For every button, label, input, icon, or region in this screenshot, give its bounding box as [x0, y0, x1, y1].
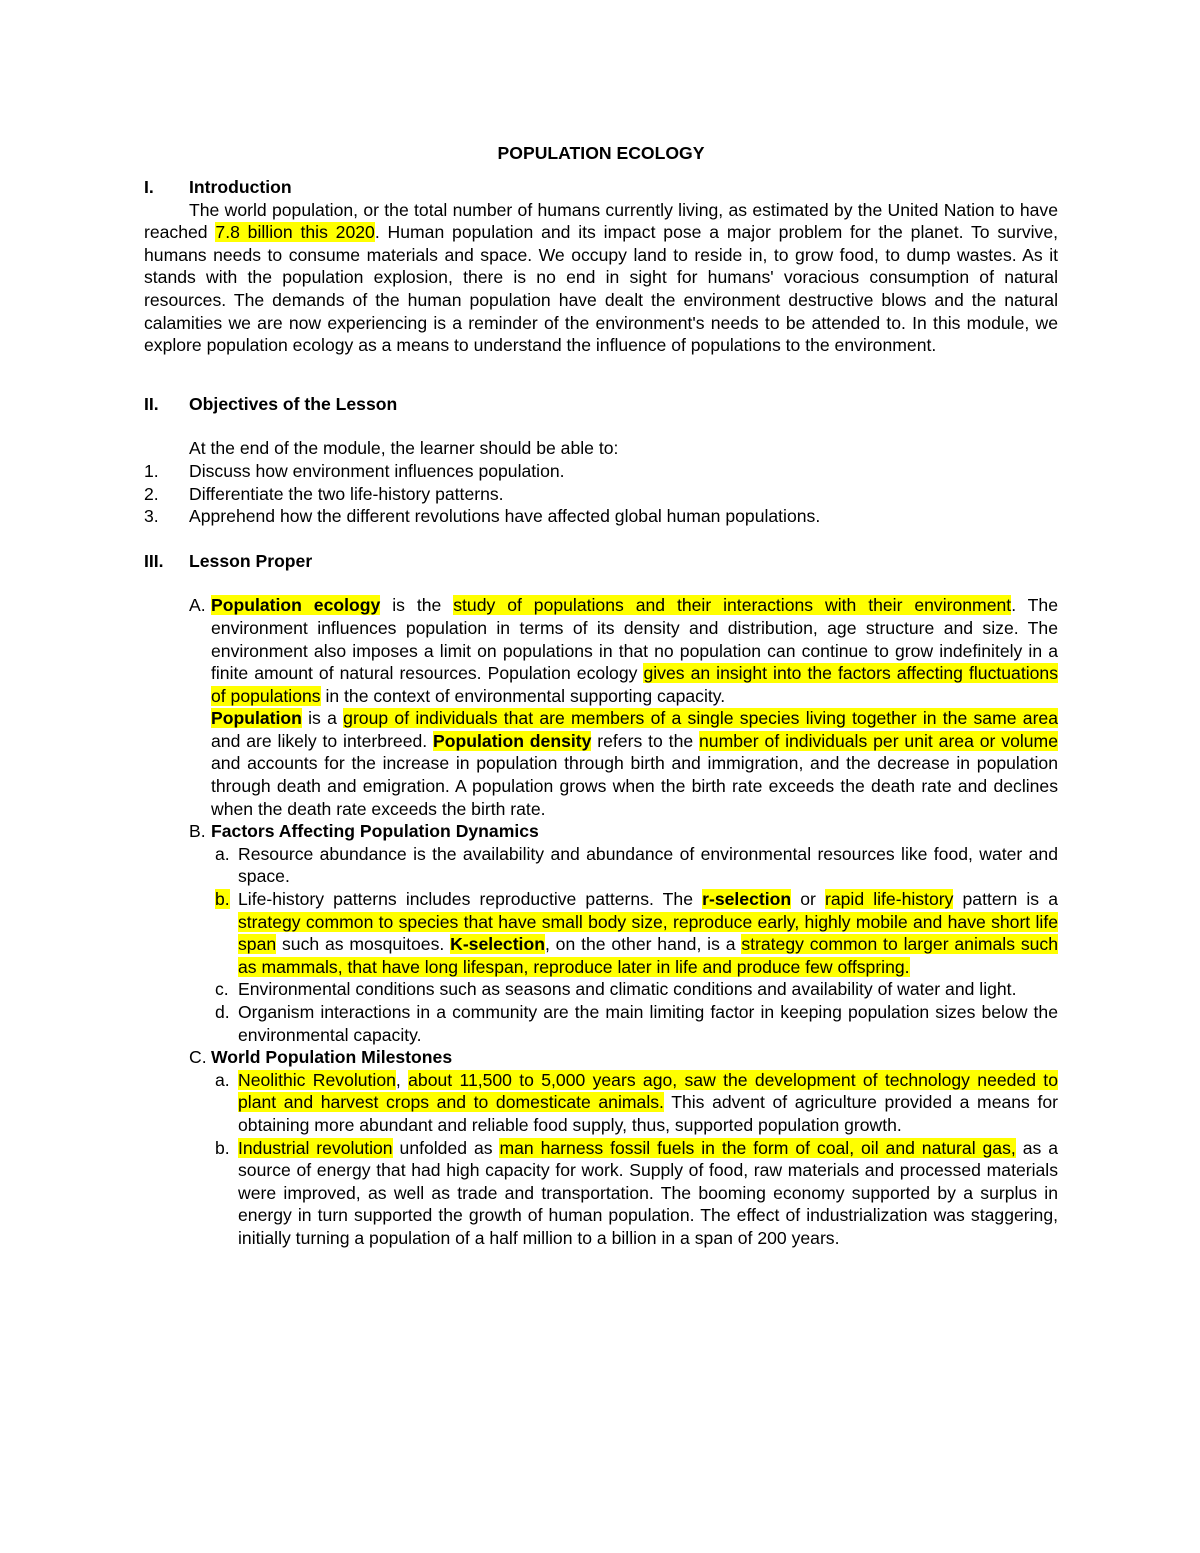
- introduction-paragraph: [144, 199, 1058, 357]
- document-title: POPULATION ECOLOGY: [497, 143, 705, 163]
- section-numeral: III.: [144, 550, 164, 571]
- highlight-fossil-fuels: man harness fossil fuels in the form of coal, oil and natural gas,: [499, 1137, 1016, 1158]
- list-text: Environmental conditions such as seasons and climatic conditions and availability of water and light.: [238, 979, 1017, 1000]
- list-item: [215, 1001, 1058, 1046]
- highlight-neolithic-description: about 11,500 to 5,000 years ago, saw the development of technology needed to plant and harvest crops and to domesticate animals.: [238, 1069, 1058, 1113]
- list-item: [189, 1046, 1058, 1069]
- list-item: [215, 843, 1058, 888]
- lesson-item-b: [189, 820, 1058, 843]
- list-item: [189, 594, 1058, 820]
- list-text: Life-history patterns includes reproductive patterns. The r-selection or rapid life-history pattern is a strategy common to species that have small body size, reproduce early, highly mobile and have short life span such as mosquitoes. K-selection, on the other hand, is a strategy common to larger animals such as mammals, that have long lifespan, reproduce later in life and produce few offspring.: [238, 889, 1059, 977]
- list-text: Resource abundance is the availability and abundance of environmental resources like food, water and space.: [238, 843, 1058, 887]
- factors-list: [215, 843, 1058, 1046]
- list-item: [189, 820, 1058, 843]
- term-population: Population: [211, 708, 302, 729]
- list-item: [215, 1069, 1058, 1137]
- list-marker: c.: [215, 979, 229, 1000]
- list-text: Apprehend how the different revolutions have affected global human populations.: [189, 506, 821, 527]
- milestones-list: [215, 1069, 1058, 1250]
- highlight-k-strategy: strategy common to larger animals such as mammals, that have long lifespan, reproduce later in life and produce few offspring.: [238, 934, 1059, 977]
- list-item: [215, 888, 1058, 978]
- section-title: Objectives of the Lesson: [189, 393, 398, 414]
- section-title: Lesson Proper: [189, 550, 313, 571]
- list-item: [144, 460, 1058, 483]
- list-text: Neolithic Revolution, about 11,500 to 5,000 years ago, saw the development of technology needed to plant and harvest crops and to domesticate animals. This advent of agriculture provided a means for obtaining more abundant and reliable food supply, thus, supported population growth.: [238, 1069, 1058, 1135]
- list-item: [144, 505, 1058, 528]
- term-population-density: Population density: [433, 730, 592, 751]
- list-marker: 2.: [144, 483, 159, 504]
- highlight-density-definition: number of individuals per unit area or volume: [699, 730, 1058, 751]
- subheading: World Population Milestones: [211, 1047, 453, 1068]
- list-text: Industrial revolution unfolded as man harness fossil fuels in the form of coal, oil and natural gas, as a source of energy that had high capacity for work. Supply of food, raw materials and processed materials were improved, as well as trade and transportation. The booming economy supported by a surplus in energy in turn supported the growth of human population. The effect of industrialization was staggering, initially turning a population of a half million to a billion in a span of 200 years.: [238, 1137, 1058, 1248]
- section-heading-introduction: [144, 176, 1058, 199]
- highlight-definition: study of populations and their interactions with their environment: [453, 595, 1012, 616]
- list-item: [215, 978, 1058, 1001]
- highlight-marker: b.: [215, 889, 230, 910]
- list-item: [144, 483, 1058, 506]
- list-marker: A.: [189, 595, 206, 616]
- term-neolithic-revolution: Neolithic Revolution: [238, 1069, 396, 1090]
- term-population-ecology: Population ecology: [211, 595, 381, 616]
- section-numeral: I.: [144, 177, 154, 197]
- term-industrial-revolution: Industrial revolution: [238, 1137, 393, 1158]
- list-text: Differentiate the two life-history patterns.: [189, 483, 504, 504]
- section-numeral: II.: [144, 393, 159, 414]
- section-heading-lesson-proper: [144, 550, 1058, 573]
- list-marker: a.: [215, 843, 230, 864]
- list-text: Organism interactions in a community are the main limiting factor in keeping population sizes below the environmental capacity.: [238, 1002, 1058, 1045]
- list-marker: [215, 888, 238, 978]
- section-title: Introduction: [189, 177, 292, 197]
- list-text: Population ecology is the study of populations and their interactions with their environment. The environment influences population in terms of its density and distribution, age structure and size. The environment also imposes a limit on populations in that no population can continue to grow indefinitely in a finite amount of natural resources. Population ecology gives an insight into the factors affecting fluctuations of populations in the context of environmental supporting capacity. Population is a group of individuals that are members of a single species living together in the same area and are likely to interbreed. Population density refers to the number of individuals per unit area or volume and accounts for the increase in population through birth and immigration, and the decrease in population through death and emigration. A population grows when the birth rate exceeds the death rate and declines when the death rate exceeds the birth rate.: [211, 595, 1058, 819]
- list-text: Discuss how environment influences population.: [189, 460, 565, 481]
- lesson-item-c: [189, 1046, 1058, 1069]
- list-marker: 1.: [144, 460, 159, 481]
- document-body: [144, 142, 1058, 1250]
- highlight-r-strategy: strategy common to species that have small body size, reproduce early, highly mobile and have short life span: [238, 911, 1058, 955]
- highlight-population-definition: group of individuals that are members of a single species living together in the same area: [343, 708, 1058, 729]
- highlight-insight: gives an insight into the factors affecting fluctuations of populations: [211, 663, 1058, 706]
- list-marker: B.: [189, 821, 206, 842]
- list-marker: 3.: [144, 506, 159, 527]
- intro-text: . Human population and its impact pose a major problem for the planet. To survive, humans needs to consume materials and space. We occupy land to reside in, to grow food, to dump wastes. As it stands with the population explosion, there is no end in sight for humans' voracious consumption of natural resources. The demands of the human population have dealt the environment destructive blows and the natural calamities we are now experiencing is a reminder of the environment's needs to be attended to. In this module, we explore population ecology as a means to understand the influence of populations to the environment.: [144, 222, 1058, 356]
- term-k-selection: K-selection: [450, 934, 545, 955]
- subheading: Factors Affecting Population Dynamics: [211, 821, 539, 842]
- list-marker: a.: [215, 1069, 230, 1090]
- list-marker: b.: [215, 1137, 230, 1158]
- list-marker: C.: [189, 1047, 207, 1068]
- objectives-list: [144, 460, 1058, 528]
- lesson-item-a: [189, 594, 1058, 820]
- objectives-lead: At the end of the module, the learner should be able to:: [189, 438, 619, 459]
- intro-text: The world population, or the total number of humans currently living, as estimated by the United Nation to have reached: [144, 199, 1058, 243]
- highlight-population-figure: 7.8 billion this 2020: [215, 222, 375, 243]
- list-marker: d.: [215, 1002, 230, 1022]
- term-r-selection: r-selection: [702, 889, 792, 910]
- highlight-rapid-life-history: rapid life-history: [824, 889, 954, 910]
- list-item: [215, 1137, 1058, 1250]
- section-heading-objectives: [144, 393, 1058, 416]
